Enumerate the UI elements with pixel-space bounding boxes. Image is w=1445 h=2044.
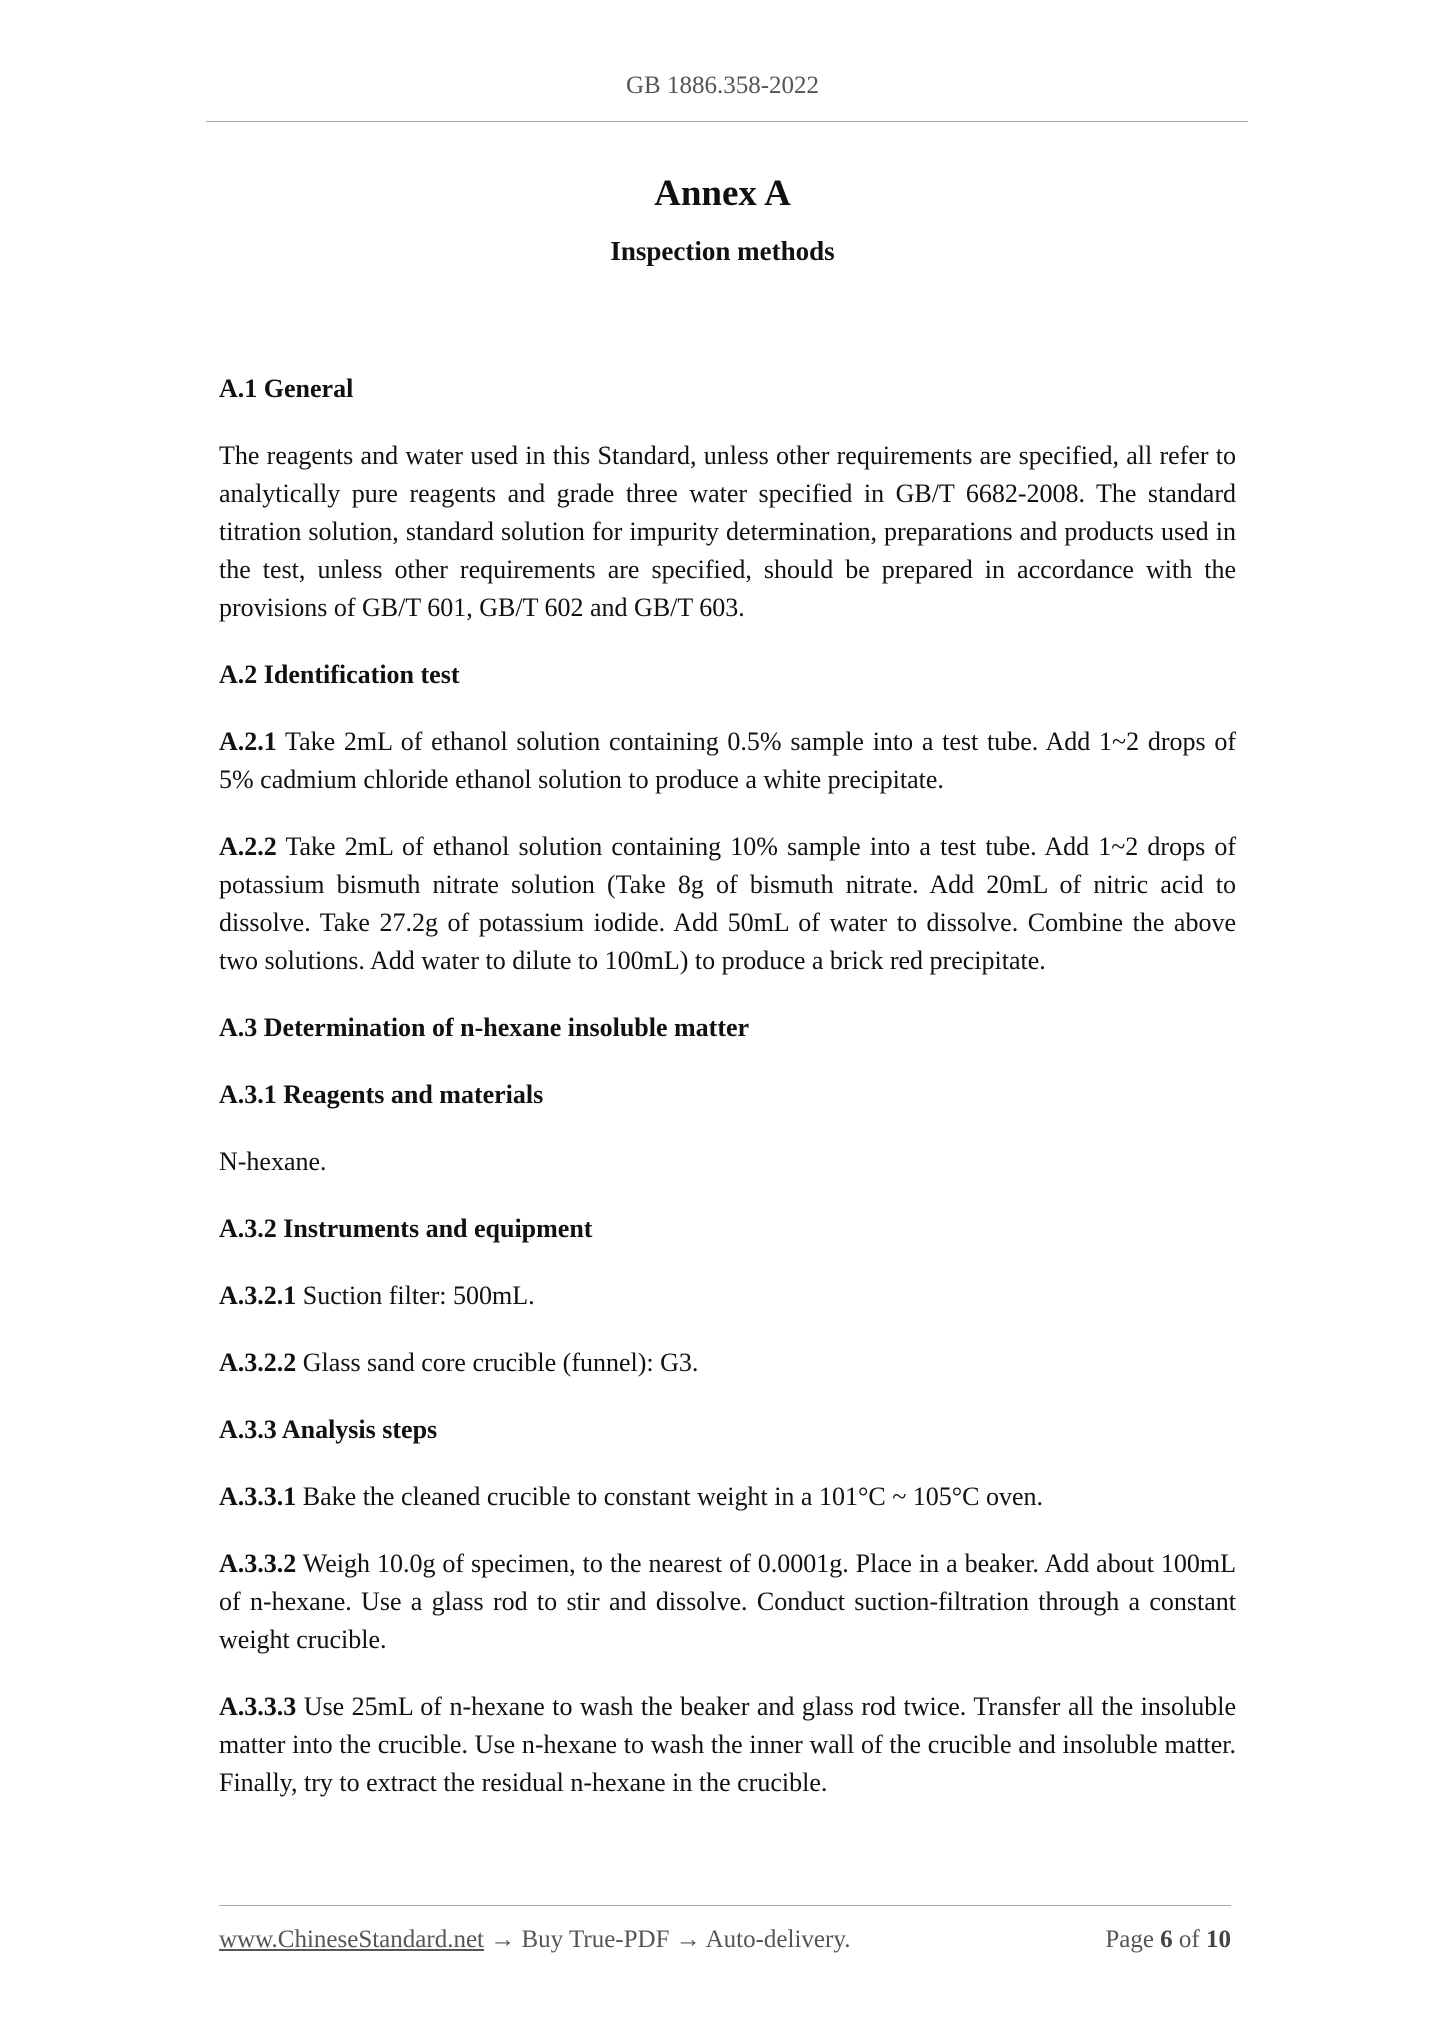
footer-divider bbox=[219, 1905, 1231, 1906]
paragraph bbox=[219, 1344, 1236, 1382]
paragraph bbox=[219, 1143, 1236, 1181]
clause-number: A.3.3.2 bbox=[219, 1549, 297, 1578]
document-body bbox=[219, 370, 1236, 1831]
page-number bbox=[1105, 1926, 1231, 1954]
paragraph-text: Glass sand core crucible (funnel): G3. bbox=[296, 1348, 699, 1377]
clause-number: A.2.1 bbox=[219, 727, 277, 756]
paragraph-text: N-hexane. bbox=[219, 1147, 327, 1176]
paragraph bbox=[219, 1688, 1236, 1802]
page-label: Page bbox=[1105, 1926, 1161, 1953]
footer bbox=[219, 1926, 1231, 1954]
paragraph-text: Weigh 10.0g of specimen, to the nearest of 0.0001g. Place in a beaker. Add about 100mL of n-hexane. Use a glass rod to stir and dissolve. Conduct suction-filtration through a constant weight crucible. bbox=[219, 1549, 1236, 1654]
paragraph bbox=[219, 1478, 1236, 1516]
section-heading: A.2 Identification test bbox=[219, 660, 460, 689]
footer-promo bbox=[219, 1926, 850, 1954]
clause-number: A.3.2.1 bbox=[219, 1281, 297, 1310]
arrow-icon: → bbox=[490, 1926, 516, 1953]
website-link[interactable]: www.ChineseStandard.net bbox=[219, 1926, 484, 1953]
paragraph-text: Use 25mL of n-hexane to wash the beaker and glass rod twice. Transfer all the insoluble matter into the crucible. Use n-hexane to wash the inner wall of the crucible and insoluble matter. Finally, try to extract the residual n-hexane in the crucible. bbox=[219, 1692, 1236, 1797]
section-heading: A.3.1 Reagents and materials bbox=[219, 1080, 544, 1109]
paragraph-text: Take 2mL of ethanol solution containing 10% sample into a test tube. Add 1~2 drops of potassium bismuth nitrate solution (Take 8g of bismuth nitrate. Add 20mL of nitric acid to dissolve. Take 27.2g of potassium iodide. Add 50mL of water to dissolve. Combine the above two solutions. Add water to dilute to 100mL) to produce a brick red precipitate. bbox=[219, 832, 1236, 975]
paragraph-text: Bake the cleaned crucible to constant weight in a 101°C ~ 105°C oven. bbox=[296, 1482, 1044, 1511]
paragraph bbox=[219, 723, 1236, 799]
delivery-text: Auto-delivery. bbox=[700, 1926, 851, 1953]
annex-subtitle: Inspection methods bbox=[610, 236, 835, 266]
paragraph bbox=[219, 1545, 1236, 1659]
section-heading: A.3.2 Instruments and equipment bbox=[219, 1214, 593, 1243]
clause-number: A.2.2 bbox=[219, 832, 277, 861]
arrow-icon: → bbox=[675, 1926, 701, 1953]
paragraph bbox=[219, 437, 1236, 627]
paragraph bbox=[219, 1277, 1236, 1315]
paragraph bbox=[219, 828, 1236, 980]
total-pages: 10 bbox=[1206, 1926, 1231, 1953]
clause-number: A.3.2.2 bbox=[219, 1348, 297, 1377]
paragraph-text: Take 2mL of ethanol solution containing 0.5% sample into a test tube. Add 1~2 drops of 5% cadmium chloride ethanol solution to produce a white precipitate. bbox=[219, 727, 1236, 794]
paragraph-text: The reagents and water used in this Standard, unless other requirements are specified, all refer to analytically pure reagents and grade three water specified in GB/T 6682-2008. The standard titration solution, standard solution for impurity determination, preparations and products used in the test, unless other requirements are specified, should be prepared in accordance with the provisions of GB/T 601, GB/T 602 and GB/T 603. bbox=[219, 441, 1236, 622]
paragraph-text: Suction filter: 500mL. bbox=[296, 1281, 535, 1310]
buy-text: Buy True-PDF bbox=[515, 1926, 676, 1953]
section-heading: A.3 Determination of n-hexane insoluble matter bbox=[219, 1013, 750, 1042]
section-heading: A.1 General bbox=[219, 374, 354, 403]
section-heading: A.3.3 Analysis steps bbox=[219, 1415, 438, 1444]
current-page: 6 bbox=[1160, 1926, 1173, 1953]
annex-title: Annex A bbox=[654, 173, 791, 214]
clause-number: A.3.3.3 bbox=[219, 1692, 297, 1721]
clause-number: A.3.3.1 bbox=[219, 1482, 297, 1511]
of-label: of bbox=[1172, 1926, 1206, 1953]
document-id-header: GB 1886.358-2022 bbox=[625, 72, 820, 99]
header-divider bbox=[206, 121, 1248, 122]
